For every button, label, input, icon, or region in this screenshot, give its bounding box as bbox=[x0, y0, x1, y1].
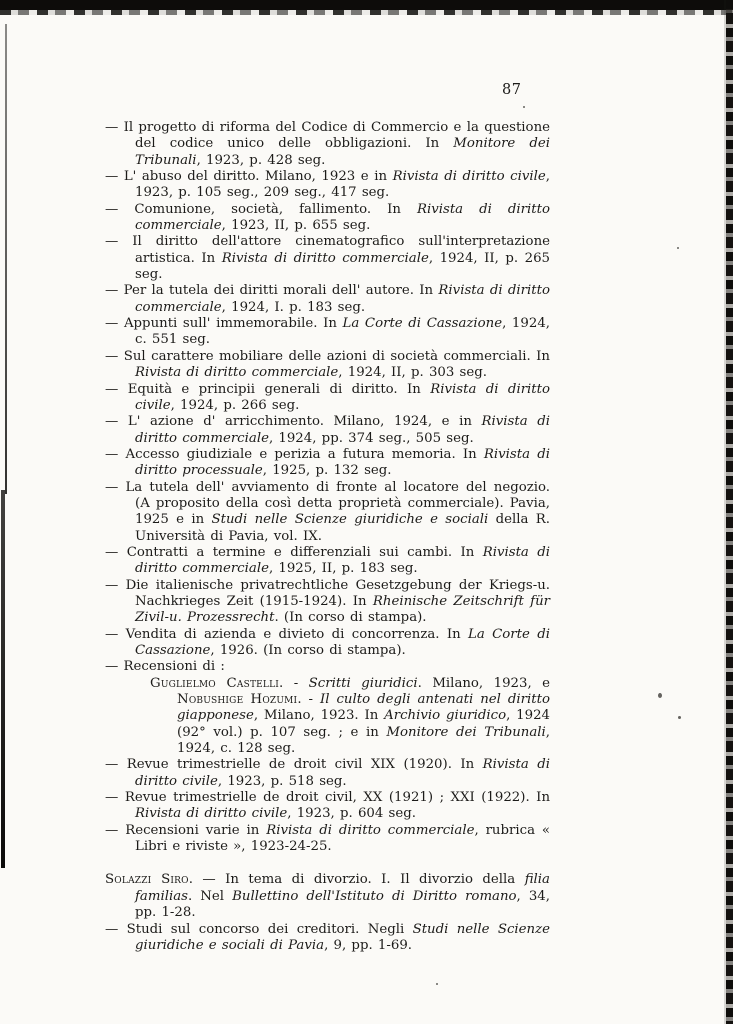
entry-dash-marker: — bbox=[105, 316, 124, 332]
bibliography-entry bbox=[105, 627, 550, 660]
entry-dash-marker: — bbox=[105, 446, 126, 462]
entry-text: , 1925, II, p. 183 seg. bbox=[268, 561, 418, 577]
entry-text: , rubrica « Libri e riviste », 1923-24-25. bbox=[135, 822, 551, 855]
bibliography-entry bbox=[105, 202, 550, 235]
entry-text: Die italienische privatrechtliche Gesetzgebung der Kriegs-u. Nachkrieges Zeit (1915-1924). In bbox=[125, 577, 550, 609]
entry-text: . Nel bbox=[187, 888, 233, 904]
entry-text: L' abuso del diritto. Milano, 1923 e in bbox=[123, 169, 393, 185]
work-title: Rivista di diritto commerciale bbox=[135, 544, 550, 577]
entry-text: Comunione, società, fallimento. In bbox=[134, 201, 417, 217]
entry-text: . — In tema di divorzio. I. Il divorzio della bbox=[188, 872, 525, 888]
entry-dash-marker: — bbox=[105, 577, 126, 593]
ink-speck bbox=[677, 247, 679, 249]
entry-text: . Milano, 1923, e bbox=[417, 675, 550, 691]
entry-text: Sul carattere mobiliare delle azioni di società commerciali. In bbox=[123, 348, 550, 364]
entry-text: . - bbox=[279, 675, 309, 691]
bibliography-entry bbox=[105, 169, 550, 202]
entry-text: Recensioni di : bbox=[123, 659, 225, 675]
bibliography-entry bbox=[105, 823, 550, 856]
bibliography-entry bbox=[105, 382, 550, 415]
entry-text: , 1923, p. 518 seg. bbox=[217, 773, 347, 789]
entry-text: , Milano, 1923. In bbox=[253, 708, 385, 724]
entry-dash-marker: — bbox=[105, 921, 127, 937]
work-title: Rivista di diritto civile bbox=[392, 169, 546, 185]
entry-text: , 1925, p. 132 seg. bbox=[262, 463, 392, 479]
ink-speck bbox=[436, 983, 438, 985]
entry-text: , 1924, I. p. 183 seg. bbox=[221, 299, 366, 315]
scan-top-edge-fray bbox=[0, 10, 733, 15]
entry-text: Appunti sull' immemorabile. In bbox=[123, 316, 343, 332]
work-title: Rivista di diritto commerciale bbox=[135, 283, 550, 315]
entry-text: , 1924, II, p. 265 seg. bbox=[135, 250, 550, 283]
ink-speck bbox=[523, 106, 525, 108]
scan-top-edge bbox=[0, 0, 733, 10]
work-title: Monitore dei Tribunali bbox=[386, 724, 546, 740]
entry-text: Per la tutela dei diritti morali dell' autore. In bbox=[123, 283, 439, 299]
entry-text: Revue trimestrielle de droit civil XIX (1920). In bbox=[126, 757, 483, 773]
entry-dash-marker: — bbox=[105, 381, 128, 397]
entry-text: , 1924, p. 266 seg. bbox=[170, 397, 300, 413]
scan-left-gutter-wedge bbox=[1, 490, 5, 868]
work-title: Rivista di diritto commerciale bbox=[135, 201, 550, 234]
work-title: Rivista di diritto commerciale bbox=[266, 822, 475, 838]
bibliography-entry bbox=[105, 447, 550, 480]
work-title: Monitore dei Tribunali bbox=[135, 136, 550, 168]
entry-text: Il diritto dell'attore cinematografico sull'interpretazione artistica. In bbox=[132, 234, 550, 266]
entry-text: , 1924, c. 128 seg. bbox=[177, 724, 551, 757]
entry-dash-marker: — bbox=[105, 822, 126, 838]
bibliography-entry bbox=[105, 872, 550, 921]
entry-dash-marker: — bbox=[105, 790, 125, 806]
work-title: Rivista di diritto commerciale bbox=[135, 414, 550, 446]
entry-dash-marker: — bbox=[105, 414, 128, 430]
work-title: Rivista di diritto processuale bbox=[135, 446, 550, 479]
entry-text: , 1923, p. 604 seg. bbox=[287, 806, 416, 822]
work-title: Rivista di diritto civile bbox=[135, 381, 551, 413]
entry-text: La tutela dell' avviamento di fronte al locatore del negozio. (A proposito della così detta proprietà commerciale). Pavia, 1925 e in bbox=[125, 479, 550, 528]
entry-text: , 1923, p. 428 seg. bbox=[196, 152, 326, 168]
entry-text: Il progetto di riforma del Codice di Commercio e la questione del codice unico delle obbligazioni. In bbox=[123, 120, 550, 152]
bibliography-entry bbox=[105, 790, 550, 823]
entry-text: Studi sul concorso dei creditori. Negli bbox=[126, 921, 413, 937]
bibliography-entry bbox=[105, 120, 550, 169]
entry-text: , 1926. (In corso di stampa). bbox=[210, 643, 406, 658]
work-title: Bullettino dell'Istituto di Diritto romano bbox=[232, 888, 517, 904]
work-title: La Corte di Cassazione bbox=[135, 626, 550, 658]
entry-text: Accesso giudiziale e perizia a futura memoria. In bbox=[125, 446, 484, 462]
author-name: Guglielmo Castelli bbox=[150, 675, 280, 691]
work-title: Rheinische Zeitschrift für Zivil-u. Prozessrecht bbox=[135, 593, 550, 626]
bibliography-entry bbox=[105, 414, 550, 447]
entry-text: Recensioni varie in bbox=[125, 822, 267, 838]
scan-right-edge-shadow bbox=[724, 0, 726, 1024]
bibliography-entry bbox=[150, 676, 550, 758]
entry-text: Contratti a termine e differenziali sui cambi. In bbox=[126, 544, 483, 560]
bibliography-list bbox=[105, 120, 550, 954]
entry-dash-marker: — bbox=[105, 626, 126, 642]
entry-dash-marker: — bbox=[105, 201, 135, 217]
bibliography-entry bbox=[105, 480, 550, 545]
author-name: Solazzi Siro bbox=[105, 872, 189, 888]
entry-text: Equità e principii generali di diritto. In bbox=[127, 381, 431, 397]
bibliography-entry bbox=[105, 545, 550, 578]
entry-text: , 1924, II, p. 303 seg. bbox=[338, 365, 487, 381]
entry-text: . - bbox=[297, 692, 320, 708]
work-title: filia familias bbox=[135, 872, 550, 904]
entry-dash-marker: — bbox=[105, 544, 127, 560]
entry-text: Vendita di azienda e divieto di concorrenza. In bbox=[125, 626, 469, 642]
entry-dash-marker: — bbox=[105, 479, 126, 495]
work-title: Rivista di diritto commerciale bbox=[135, 365, 339, 381]
scan-right-edge bbox=[726, 0, 733, 1024]
entry-text: , 1924, c. 551 seg. bbox=[135, 316, 551, 348]
author-name: Nobushige Hozumi bbox=[177, 692, 298, 708]
work-title: La Corte di Cassazione bbox=[342, 316, 503, 332]
entry-dash-marker: — bbox=[105, 348, 124, 364]
entry-dash-marker: — bbox=[105, 234, 133, 250]
bibliography-entry bbox=[105, 349, 550, 382]
work-title: Studi nelle Scienze giuridiche e sociali di Pavia bbox=[135, 921, 550, 953]
work-title: Rivista di diritto civile bbox=[135, 806, 288, 822]
work-title: Il culto degli antenati nel diritto giapponese bbox=[177, 692, 550, 724]
entry-dash-marker: — bbox=[105, 169, 124, 185]
work-title: Rivista di diritto commerciale bbox=[221, 250, 429, 266]
entry-dash-marker: — bbox=[105, 659, 124, 675]
bibliography-entry bbox=[105, 659, 550, 675]
page-number: 87 bbox=[502, 82, 522, 98]
entry-text: , 9, pp. 1-69. bbox=[324, 937, 413, 953]
work-title: Archivio giuridico bbox=[384, 708, 507, 724]
entry-text: , 1924 (92° vol.) p. 107 seg. ; e in bbox=[177, 708, 551, 740]
entry-text: Revue trimestrielle de droit civil, XX (1921) ; XXI (1922). In bbox=[124, 790, 551, 806]
ink-speck bbox=[658, 693, 662, 698]
entry-text: , 34, pp. 1-28. bbox=[135, 888, 550, 921]
entry-text: , 1924, pp. 374 seg., 505 seg. bbox=[268, 430, 474, 446]
entry-dash-marker: — bbox=[105, 283, 124, 299]
work-title: Studi nelle Scienze giuridiche e sociali bbox=[211, 512, 489, 528]
bibliography-entry bbox=[105, 234, 550, 283]
entry-text: della R. Università di Pavia, vol. IX. bbox=[135, 512, 550, 544]
bibliography-entry bbox=[105, 922, 550, 955]
entry-dash-marker: — bbox=[105, 757, 127, 773]
ink-speck bbox=[678, 716, 681, 719]
bibliography-entry bbox=[105, 578, 550, 627]
entry-text: , 1923, II, p. 655 seg. bbox=[221, 218, 371, 234]
bibliography-entry bbox=[105, 316, 550, 349]
entry-dash-marker: — bbox=[105, 120, 124, 135]
work-title: Rivista di diritto civile bbox=[135, 757, 550, 789]
entry-text: . (In corso di stampa). bbox=[274, 610, 427, 626]
entry-text: , 1923, p. 105 seg., 209 seg., 417 seg. bbox=[135, 169, 550, 201]
bibliography-entry bbox=[105, 757, 550, 790]
work-title: Scritti giuridici bbox=[308, 675, 418, 691]
entry-text: L' azione d' arricchimento. Milano, 1924, e in bbox=[127, 414, 482, 430]
bibliography-entry bbox=[105, 283, 550, 316]
scan-left-gutter-line bbox=[5, 24, 7, 494]
